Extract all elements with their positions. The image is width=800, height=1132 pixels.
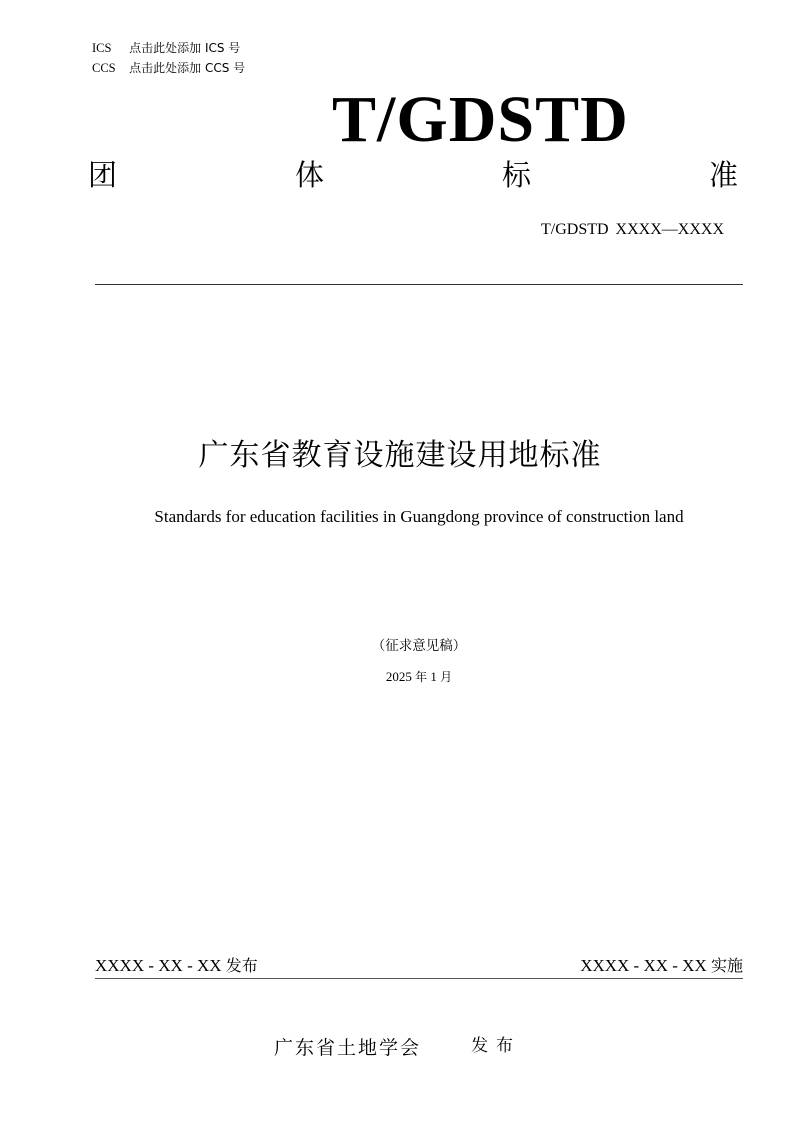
document-title-chinese: 广东省教育设施建设用地标准 bbox=[198, 438, 602, 473]
draft-date-year: 2025 bbox=[385, 669, 412, 684]
header-divider bbox=[95, 284, 743, 285]
release-date-value: XXXX - XX - XX bbox=[95, 956, 222, 975]
dates-row bbox=[95, 954, 743, 978]
ccs-label: CCS bbox=[92, 61, 116, 75]
ccs-line bbox=[92, 59, 245, 77]
draft-date-year-unit: 年 bbox=[415, 670, 428, 684]
draft-date-month-unit: 月 bbox=[440, 670, 453, 684]
group-standard-heading bbox=[88, 156, 738, 194]
implement-date bbox=[580, 954, 743, 978]
heading-char-2: 体 bbox=[294, 158, 324, 192]
draft-date bbox=[0, 667, 800, 687]
ics-line bbox=[92, 39, 240, 57]
release-date bbox=[95, 954, 258, 978]
draft-date-month: 1 bbox=[430, 669, 437, 684]
ics-label: ICS bbox=[92, 41, 112, 55]
publisher-action: 发布 bbox=[471, 1036, 522, 1056]
document-title-english: Standards for education facilities in Guangdong province of construction land bbox=[154, 507, 684, 526]
footer-divider bbox=[95, 978, 743, 979]
heading-char-3: 标 bbox=[501, 158, 531, 192]
standard-number: T/GDSTD XXXX—XXXX bbox=[541, 221, 724, 238]
standard-code-logo: T/GDSTD bbox=[332, 83, 629, 156]
implement-date-value: XXXX - XX - XX bbox=[580, 956, 707, 975]
publisher bbox=[274, 1034, 521, 1063]
publisher-name: 广东省土地学会 bbox=[274, 1037, 422, 1059]
heading-char-4: 准 bbox=[708, 158, 738, 192]
draft-status: （征求意见稿） bbox=[371, 638, 467, 654]
release-date-label: 发布 bbox=[225, 956, 258, 975]
ccs-placeholder[interactable]: 点击此处添加 CCS 号 bbox=[129, 61, 246, 75]
implement-date-label: 实施 bbox=[710, 956, 743, 975]
heading-char-1: 团 bbox=[88, 158, 118, 192]
ics-placeholder[interactable]: 点击此处添加 ICS 号 bbox=[129, 41, 241, 55]
